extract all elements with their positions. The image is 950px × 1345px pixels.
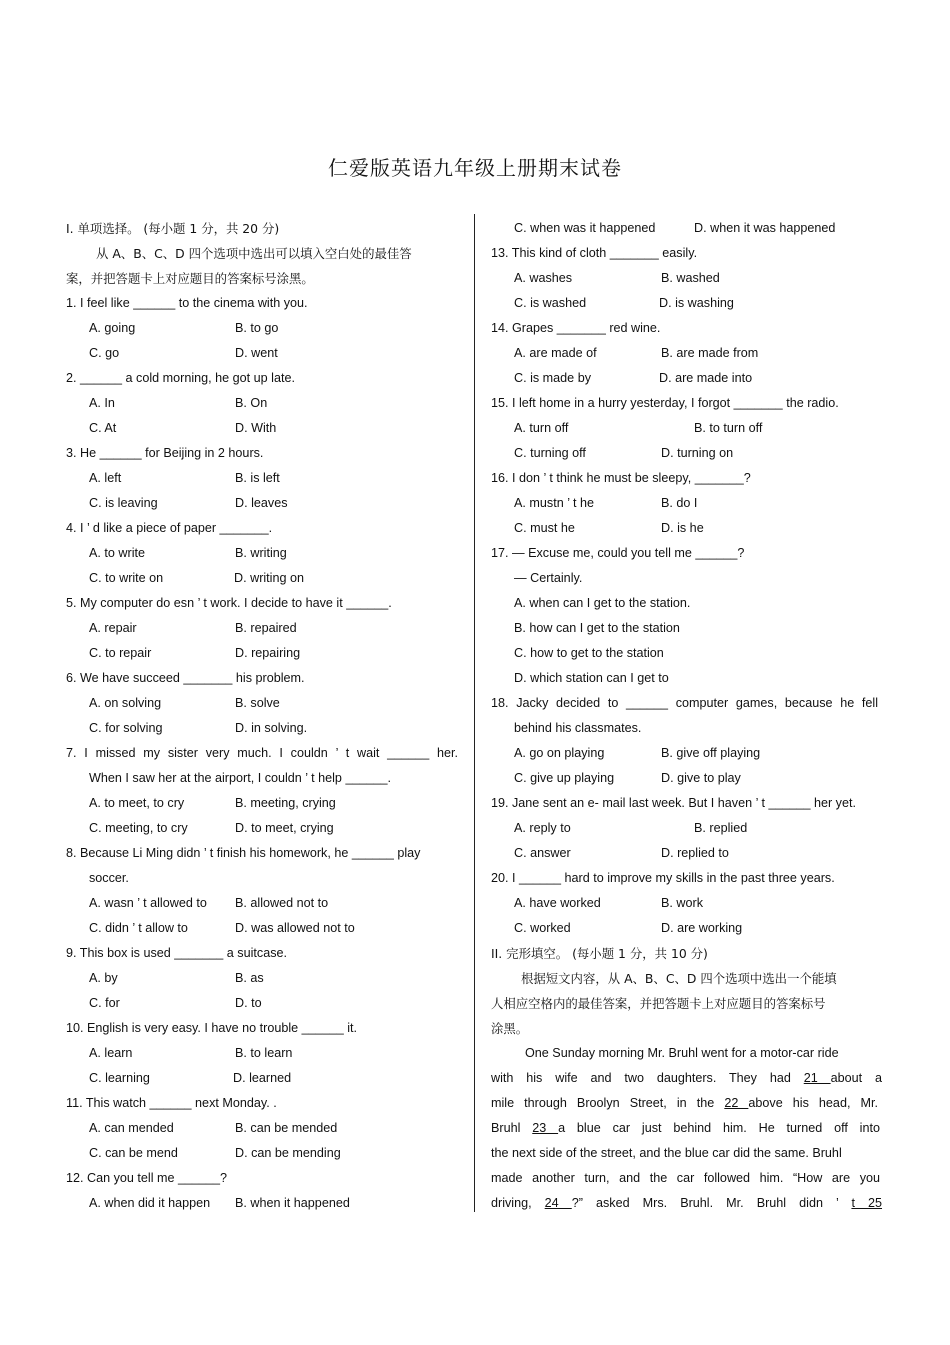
options-row	[491, 416, 921, 441]
passage-text: mile through Broolyn Street, in the	[491, 1096, 715, 1110]
option: C. At	[89, 421, 117, 435]
option: A. wasn ’ t allowed to	[89, 896, 207, 910]
options-row	[66, 966, 470, 991]
option: D. which station can I get to	[514, 671, 669, 685]
page-title: 仁爱版英语九年级上册期末试卷	[328, 156, 622, 180]
option: D. repairing	[235, 646, 301, 660]
option: A. repair	[89, 621, 137, 635]
option: D. in solving.	[235, 721, 308, 735]
option: B. do I	[661, 496, 698, 510]
option: C. didn ’ t allow to	[89, 921, 188, 935]
option: D. was allowed not to	[235, 921, 355, 935]
options-row	[66, 716, 470, 741]
options-row	[491, 366, 921, 391]
option: B. can be mended	[235, 1121, 338, 1135]
option: D. turning on	[661, 446, 734, 460]
question-3: 3. He ______ for Beijing in 2 hours.	[66, 446, 264, 460]
option: D. give to play	[661, 771, 741, 785]
blank-25: t 25	[851, 1196, 883, 1210]
blank-24: 24	[544, 1196, 572, 1210]
option: C. when was it happened	[514, 221, 656, 235]
option: D. replied to	[661, 846, 729, 860]
question-15: 15. I left home in a hurry yesterday, I forgot _______ the radio.	[491, 396, 839, 410]
question-20: 20. I ______ hard to improve my skills in the past three years.	[491, 871, 835, 885]
options-row	[66, 391, 470, 416]
option: A. go on playing	[514, 746, 605, 760]
option: C. to repair	[89, 646, 152, 660]
option: B. to go	[235, 321, 279, 335]
options-row	[66, 1041, 470, 1066]
option: C. can be mend	[89, 1146, 178, 1160]
option: C. learning	[89, 1071, 150, 1085]
question-2: 2. ______ a cold morning, he got up late.	[66, 371, 295, 385]
option: D. to meet, crying	[235, 821, 334, 835]
options-row	[66, 691, 470, 716]
section2-instruction: 涂黑。	[491, 1021, 529, 1036]
options-row	[66, 991, 470, 1016]
option: B. to learn	[235, 1046, 293, 1060]
options-row	[491, 916, 921, 941]
option: A. have worked	[514, 896, 601, 910]
question-7: 7. I missed my sister very much. I couldn ’ t wait ______ her.	[66, 746, 458, 760]
option: D. leaves	[235, 496, 288, 510]
question-18-cont: behind his classmates.	[514, 721, 642, 735]
options-row	[66, 416, 470, 441]
options-row	[66, 1191, 470, 1216]
option: C. turning off	[514, 446, 586, 460]
question-6: 6. We have succeed _______ his problem.	[66, 671, 305, 685]
question-5: 5. My computer do esn ’ t work. I decide to have it ______.	[66, 596, 392, 610]
option: D. to	[235, 996, 262, 1010]
question-12: 12. Can you tell me ______?	[66, 1171, 228, 1185]
options-row	[491, 491, 921, 516]
options-row	[491, 516, 921, 541]
options-row	[491, 341, 921, 366]
option: D. went	[235, 346, 278, 360]
option: B. allowed not to	[235, 896, 329, 910]
passage-text: ?” asked Mrs. Bruhl. Mr. Bruhl didn ’	[571, 1196, 839, 1210]
option: C. meeting, to cry	[89, 821, 188, 835]
options-row	[66, 916, 470, 941]
column-divider	[474, 214, 475, 1212]
blank-21: 21	[803, 1071, 831, 1085]
question-14: 14. Grapes _______ red wine.	[491, 321, 661, 335]
option: A. washes	[514, 271, 573, 285]
option: C. for	[89, 996, 120, 1010]
question-13: 13. This kind of cloth _______ easily.	[491, 246, 698, 260]
option: C. for solving	[89, 721, 163, 735]
option: A. when can I get to the station.	[514, 596, 691, 610]
passage-line: One Sunday morning Mr. Bruhl went for a motor-car ride	[525, 1046, 839, 1060]
option: B. washed	[661, 271, 720, 285]
question-17: 17. — Excuse me, could you tell me ______?	[491, 546, 745, 560]
option: A. on solving	[89, 696, 162, 710]
option: B. repaired	[235, 621, 297, 635]
option: B. is left	[235, 471, 280, 485]
question-8-cont: soccer.	[89, 871, 129, 885]
question-1: 1. I feel like ______ to the cinema with you.	[66, 296, 308, 310]
options-row	[66, 1141, 470, 1166]
question-17-reply: — Certainly.	[514, 571, 583, 585]
option: C. is made by	[514, 371, 591, 385]
question-10: 10. English is very easy. I have no trouble ______ it.	[66, 1021, 357, 1035]
option: D. is he	[661, 521, 704, 535]
option: D. writing on	[234, 571, 304, 585]
passage-line: the next side of the street, and the blue car did the same. Bruhl	[491, 1146, 842, 1160]
option: A. learn	[89, 1046, 133, 1060]
blank-23: 23	[532, 1121, 559, 1135]
options-row	[66, 341, 470, 366]
option: A. when did it happen	[89, 1196, 211, 1210]
option: D. can be mending	[235, 1146, 341, 1160]
section1-instruction: 案，并把答题卡上对应题目的答案标号涂黑。	[66, 271, 314, 286]
options-row	[66, 641, 470, 666]
option: A. turn off	[514, 421, 569, 435]
options-row	[491, 741, 921, 766]
option: C. give up playing	[514, 771, 615, 785]
options-row	[66, 816, 470, 841]
option: A. to meet, to cry	[89, 796, 185, 810]
question-16: 16. I don ’ t think he must be sleepy, _______?	[491, 471, 751, 485]
option: D. when it was happened	[694, 221, 836, 235]
options-row	[66, 491, 470, 516]
options-row	[491, 841, 921, 866]
options-row	[66, 566, 470, 591]
options-row	[491, 266, 921, 291]
section1-instruction: 从 A、B、C、D 四个选项中选出可以填入空白处的最佳答	[96, 246, 412, 261]
option: D. are working	[661, 921, 743, 935]
options-row	[491, 216, 921, 241]
option: C. answer	[514, 846, 571, 860]
option: B. meeting, crying	[235, 796, 336, 810]
question-11: 11. This watch ______ next Monday. .	[66, 1096, 277, 1110]
question-19: 19. Jane sent an e- mail last week. But I haven ’ t ______ her yet.	[491, 796, 856, 810]
option: B. On	[235, 396, 268, 410]
option: B. how can I get to the station	[514, 621, 680, 635]
options-row	[66, 616, 470, 641]
option: B. writing	[235, 546, 287, 560]
options-row	[66, 791, 470, 816]
section2-heading: II. 完形填空。 (每小题 1 分，共 10 分)	[491, 946, 708, 961]
option: C. how to get to the station	[514, 646, 664, 660]
option: B. to turn off	[694, 421, 763, 435]
passage-line	[491, 1091, 878, 1116]
option: A. In	[89, 396, 115, 410]
question-9: 9. This box is used _______ a suitcase.	[66, 946, 287, 960]
option: C. go	[89, 346, 120, 360]
passage-line	[491, 1116, 880, 1141]
option: A. going	[89, 321, 136, 335]
option: D. learned	[233, 1071, 292, 1085]
option: A. left	[89, 471, 122, 485]
option: C. must he	[514, 521, 575, 535]
passage-text: above his head, Mr.	[748, 1096, 878, 1110]
passage-line	[491, 1191, 882, 1216]
option: D. With	[235, 421, 277, 435]
option: C. worked	[514, 921, 571, 935]
passage-line	[491, 1066, 882, 1091]
options-row	[491, 766, 921, 791]
options-row	[491, 816, 921, 841]
options-row	[491, 291, 921, 316]
option: A. by	[89, 971, 118, 985]
option: B. solve	[235, 696, 280, 710]
passage-text: Bruhl	[491, 1121, 521, 1135]
options-row	[66, 1066, 470, 1091]
passage-text: a blue car just behind him. He turned off into	[558, 1121, 880, 1135]
option: B. are made from	[661, 346, 759, 360]
option: C. to write on	[89, 571, 164, 585]
option: B. when it happened	[235, 1196, 350, 1210]
option: D. is washing	[659, 296, 734, 310]
left-column	[66, 216, 470, 1216]
section2-instruction: 人相应空格内的最佳答案，并把答题卡上对应题目的答案标号	[491, 996, 826, 1011]
passage-text: about a	[830, 1071, 882, 1085]
section2-instruction: 根据短文内容，从 A、B、C、D 四个选项中选出一个能填	[521, 971, 837, 986]
option: B. work	[661, 896, 703, 910]
option: A. reply to	[514, 821, 571, 835]
option: A. are made of	[514, 346, 597, 360]
options-row	[66, 466, 470, 491]
options-row	[66, 316, 470, 341]
options-row	[66, 541, 470, 566]
option: B. give off playing	[661, 746, 761, 760]
passage-text: driving,	[491, 1196, 532, 1210]
option: C. is leaving	[89, 496, 158, 510]
option: B. replied	[694, 821, 748, 835]
option: C. is washed	[514, 296, 587, 310]
question-18: 18. Jacky decided to ______ computer games, because he fell	[491, 696, 878, 710]
right-column	[491, 216, 921, 1216]
option: D. are made into	[659, 371, 753, 385]
question-7-cont: When I saw her at the airport, I couldn ’ t help ______.	[89, 771, 391, 785]
options-row	[66, 1116, 470, 1141]
section1-heading: Ⅰ. 单项选择。 (每小题 1 分，共 20 分)	[66, 221, 280, 236]
question-4: 4. I ’ d like a piece of paper _______.	[66, 521, 273, 535]
option: B. as	[235, 971, 264, 985]
option: A. mustn ’ t he	[514, 496, 595, 510]
passage-text: with his wife and two daughters. They had	[491, 1071, 791, 1085]
options-row	[491, 891, 921, 916]
option: A. can mended	[89, 1121, 174, 1135]
options-row	[66, 891, 470, 916]
question-8: 8. Because Li Ming didn ’ t finish his homework, he ______ play	[66, 846, 421, 860]
blank-22: 22	[724, 1096, 749, 1110]
options-row	[491, 441, 921, 466]
passage-line: made another turn, and the car followed him. “How are you	[491, 1171, 880, 1185]
option: A. to write	[89, 546, 145, 560]
